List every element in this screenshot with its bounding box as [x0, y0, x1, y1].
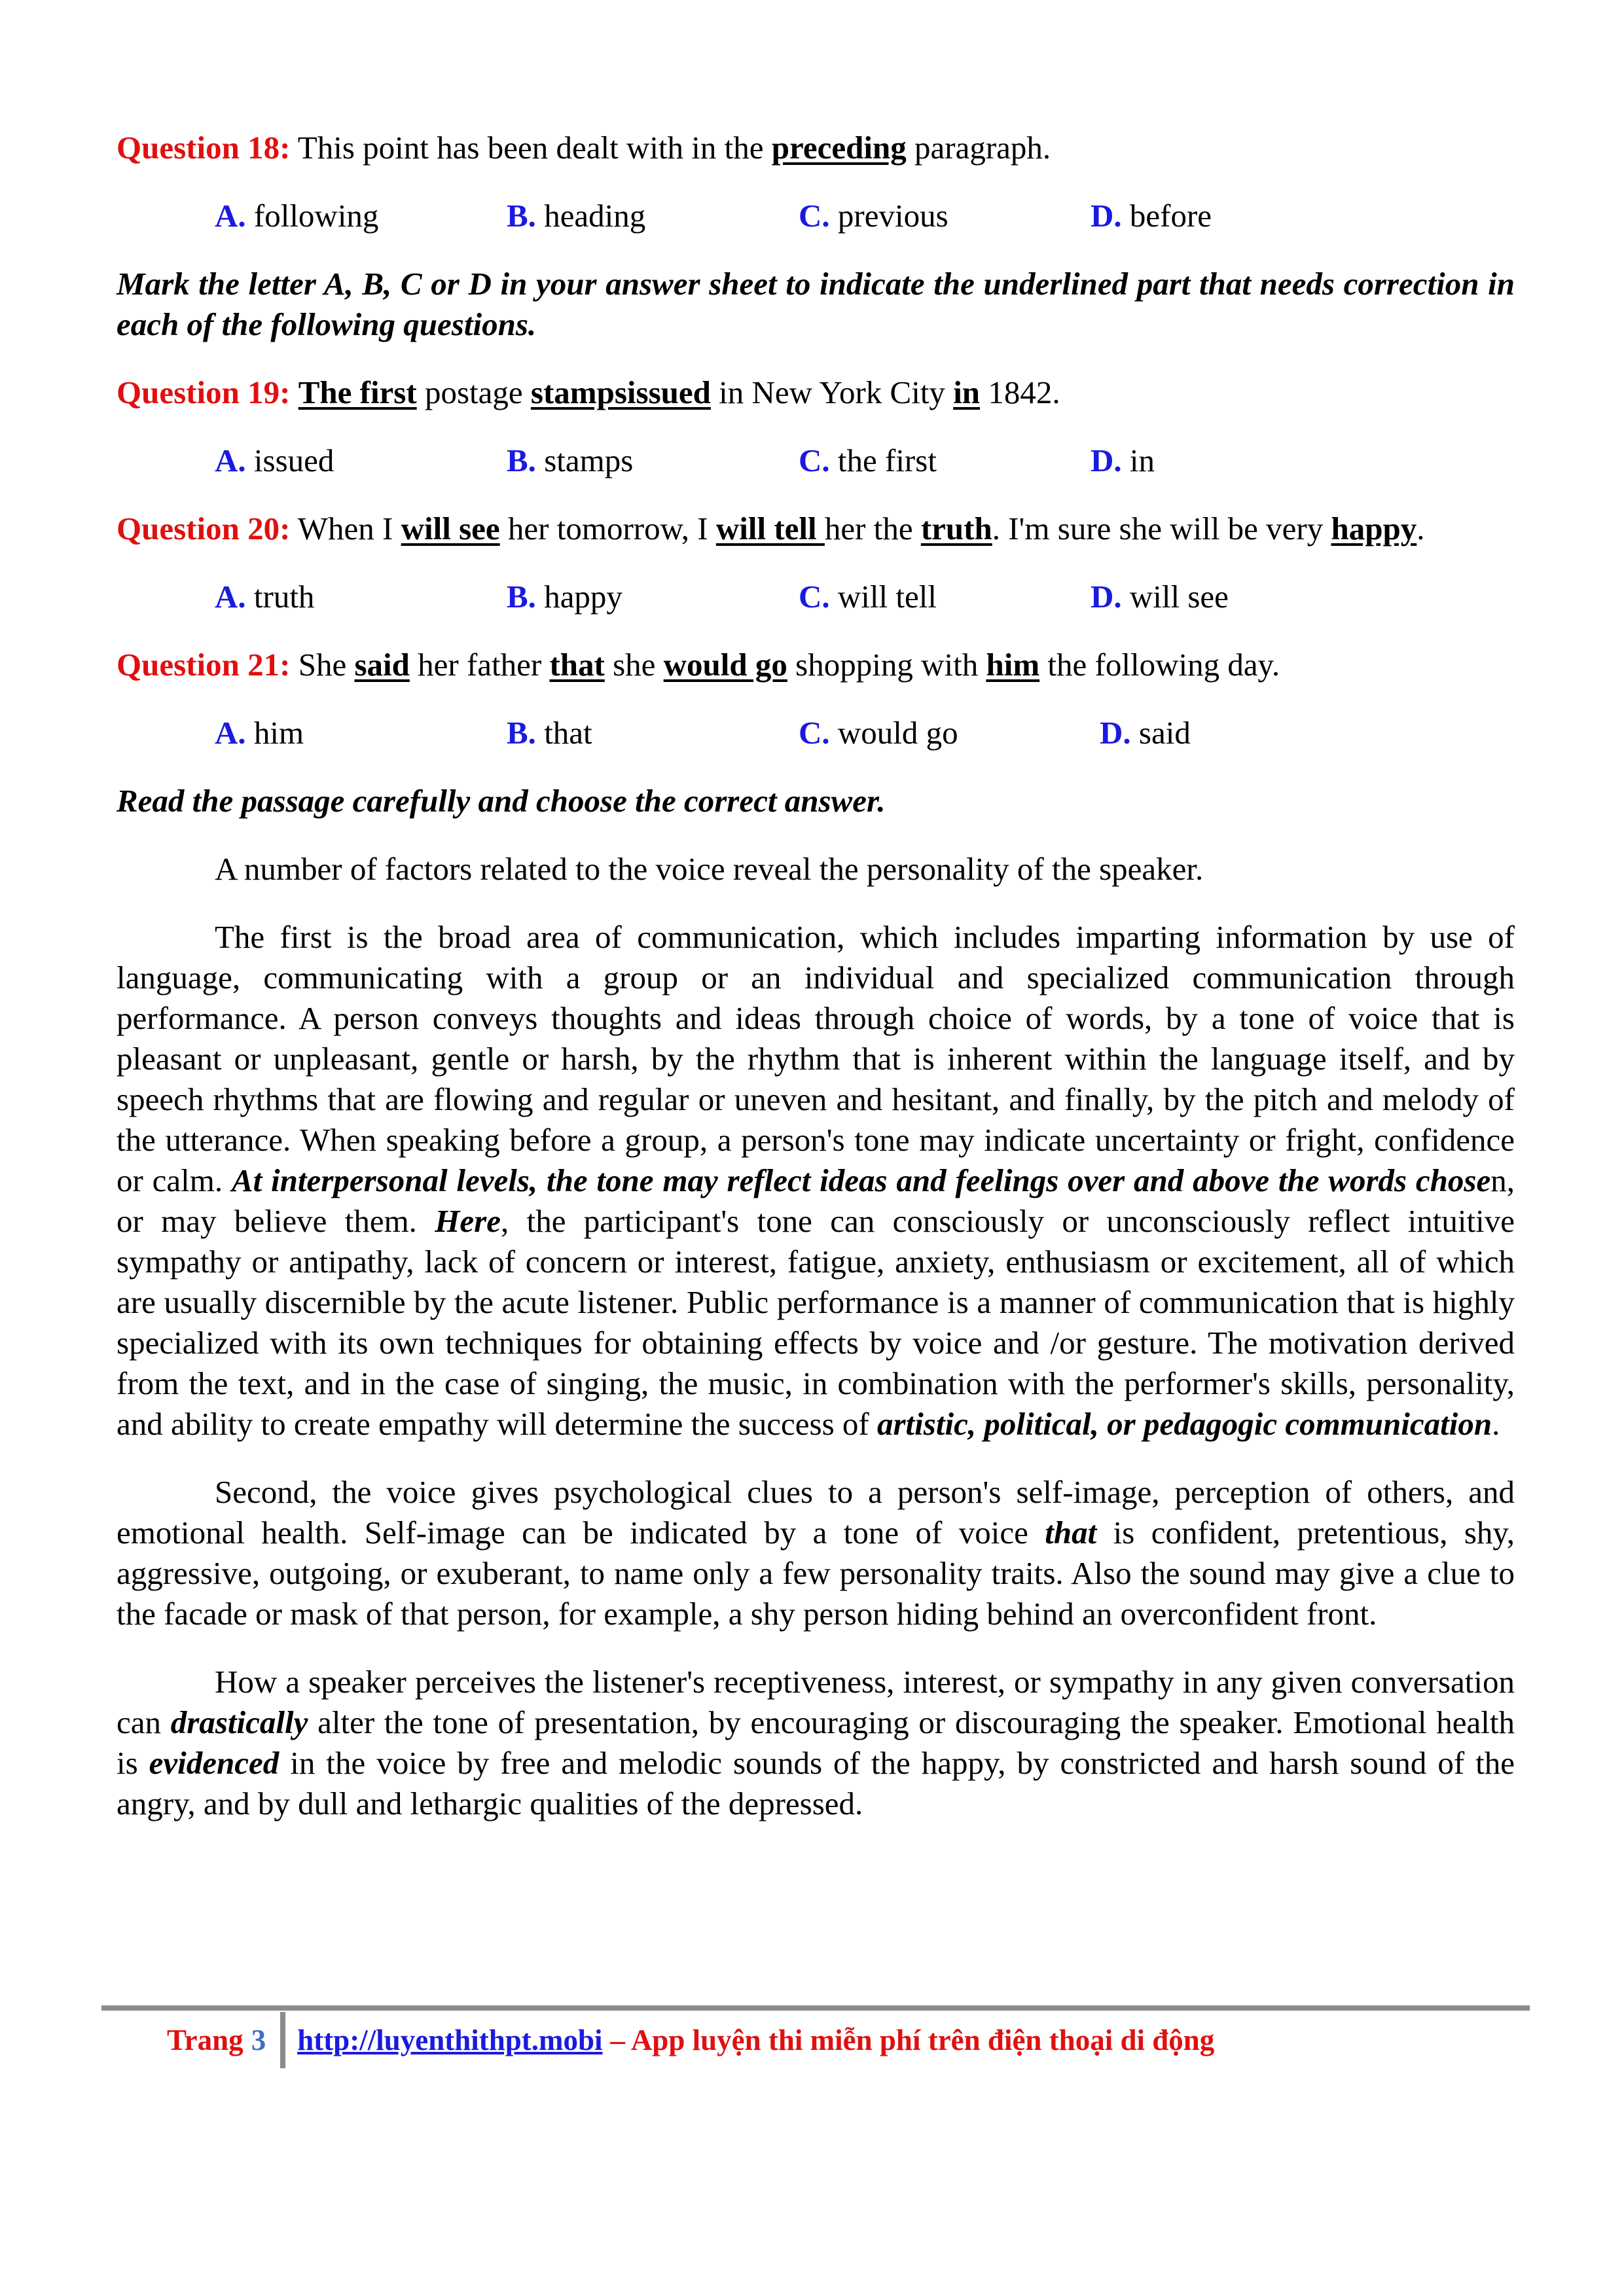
option-letter: C. [799, 198, 830, 234]
passage-text: n, or may believe them. [117, 1162, 1515, 1239]
underlined-word: him [986, 647, 1040, 683]
question-text: This point has been dealt with in the [290, 130, 772, 166]
question-text: in New York City [710, 374, 954, 410]
option-letter: B. [507, 198, 536, 234]
option-a[interactable] [215, 440, 507, 481]
option-letter: A. [215, 715, 246, 751]
options-20 [215, 577, 1515, 617]
option-text: the first [829, 442, 937, 478]
option-letter: D. [1091, 579, 1122, 615]
option-text: will see [1121, 579, 1229, 615]
instruction-correction: Mark the letter A, B, C or D in your answer sheet to indicate the underlined part that needs correction in each of the following questions. [117, 266, 1515, 342]
underlined-word: preceding [771, 130, 907, 166]
option-c[interactable] [799, 577, 1091, 617]
option-letter: A. [215, 442, 246, 478]
option-text: issued [245, 442, 334, 478]
emphasized-word: drastically [170, 1704, 308, 1740]
passage-text: , the participant's tone can consciously or unconsciously reflect intuitive sympathy or antipathy, lack of concern or interest, fatigue, anxiety, enthusiasm or excitement, all of which are usually discernible by the acute listener. Public performance is a manner of communication that is highly specialized with its own techniques for obtaining effects by voice and /or gesture. The motivation derived from the text, and in the case of singing, the music, in combination with the performer's skills, personality, and ability to create empathy will determine the success of [117, 1203, 1515, 1442]
footer-divider [101, 2005, 1530, 2011]
passage-text: in the voice by free and melodic sounds of the happy, by constricted and harsh sound of the angry, and by dull and lethargic qualities of the depressed. [117, 1745, 1515, 1821]
question-label: Question 18: [117, 130, 291, 166]
options-19 [215, 440, 1515, 481]
underlined-word: will see [401, 511, 500, 547]
option-letter: A. [215, 198, 246, 234]
page-number: 3 [251, 2024, 266, 2056]
passage-paragraph-4 [117, 1662, 1515, 1824]
question-text: . I'm sure she will be very [992, 511, 1331, 547]
underlined-word: will tell [715, 511, 825, 547]
option-letter: B. [507, 715, 536, 751]
passage-paragraph-3 [117, 1472, 1515, 1634]
option-b[interactable] [507, 196, 799, 236]
option-text: in [1121, 442, 1155, 478]
emphasized-word: that [1045, 1515, 1097, 1551]
question-21 [117, 645, 1515, 685]
question-19 [117, 372, 1515, 413]
passage-paragraph-1: A number of factors related to the voice reveal the personality of the speaker. [215, 851, 1204, 887]
emphasized-word: evidenced [149, 1745, 280, 1781]
option-text: heading [535, 198, 646, 234]
page-footer [167, 2011, 1214, 2070]
option-text: said [1130, 715, 1191, 751]
option-letter: C. [799, 579, 830, 615]
underlined-word: truth [920, 511, 992, 547]
option-letter: C. [799, 715, 830, 751]
passage-paragraph-2 [117, 917, 1515, 1444]
page-label: Trang [167, 2024, 244, 2056]
option-text: before [1121, 198, 1212, 234]
option-d[interactable] [1091, 196, 1382, 236]
passage-text: . [1492, 1406, 1500, 1442]
question-20 [117, 509, 1515, 549]
option-letter: B. [507, 579, 536, 615]
question-text: she [604, 647, 664, 683]
option-a[interactable] [215, 577, 507, 617]
options-18 [215, 196, 1515, 236]
option-text: previous [829, 198, 948, 234]
option-a[interactable] [215, 196, 507, 236]
option-c[interactable] [799, 440, 1091, 481]
emphasized-phrase: At interpersonal levels, the tone may reflect ideas and feelings over and above the words chose [231, 1162, 1491, 1198]
option-letter: D. [1091, 442, 1122, 478]
question-label: Question 19: [117, 374, 291, 410]
question-text: When I [290, 511, 401, 547]
question-text: her father [409, 647, 550, 683]
option-d[interactable] [1091, 440, 1382, 481]
underlined-word: stampsissued [530, 374, 711, 410]
emphasized-phrase: artistic, political, or pedagogic communication [876, 1406, 1492, 1442]
footer-separator [280, 2012, 285, 2068]
options-21 [215, 713, 1515, 753]
option-b[interactable] [507, 577, 799, 617]
underlined-word: in [953, 374, 981, 410]
underlined-word: happy [1331, 511, 1417, 547]
option-a[interactable] [215, 713, 507, 753]
option-text: stamps [535, 442, 634, 478]
underlined-word: that [549, 647, 605, 683]
option-text: that [535, 715, 592, 751]
option-c[interactable] [799, 713, 1091, 753]
passage-text: alter the tone of presentation, by encouraging or discouraging the speaker. Emotional health is [117, 1704, 1515, 1781]
question-text: paragraph. [906, 130, 1051, 166]
underlined-word: said [354, 647, 410, 683]
question-text: postage [416, 374, 531, 410]
option-letter: D. [1091, 198, 1122, 234]
option-c[interactable] [799, 196, 1091, 236]
question-label: Question 20: [117, 511, 291, 547]
question-text: the following day. [1039, 647, 1280, 683]
website-link[interactable]: http://luyenthithpt.mobi [297, 2024, 603, 2056]
question-18 [117, 128, 1515, 168]
option-text: him [245, 715, 304, 751]
question-label: Question 21: [117, 647, 291, 683]
passage-text: Second, the voice gives psychological clues to a person's self-image, perception of others, and emotional health. Self-image can be indicated by a tone of voice [117, 1474, 1515, 1551]
question-text: 1842. [980, 374, 1060, 410]
document-page [117, 128, 1515, 1852]
passage-text: is confident, pretentious, shy, aggressive, outgoing, or exuberant, to name only a few personality traits. Also the sound may give a clue to the facade or mask of that person, for example, a shy person hiding behind an overconfident front. [117, 1515, 1515, 1632]
question-text: shopping with [787, 647, 986, 683]
question-text: . [1416, 511, 1425, 547]
option-d[interactable] [1091, 577, 1382, 617]
option-letter: C. [799, 442, 830, 478]
option-text: would go [829, 715, 958, 751]
option-letter: B. [507, 442, 536, 478]
passage-text: The first is the broad area of communication, which includes imparting information by use of language, communicating with a group or an individual and specialized communication through performance. A person conveys thoughts and ideas through choice of words, by a tone of voice that is pleasant or unpleasant, gentle or harsh, by the rhythm that is inherent within the language itself, and by speech rhythms that are flowing and regular or uneven and hesitant, and finally, by the pitch and melody of the utterance. When speaking before a group, a person's tone may indicate uncertainty or fright, confidence or calm. [117, 919, 1515, 1198]
option-b[interactable] [507, 713, 799, 753]
option-d[interactable] [1100, 713, 1392, 753]
option-text: following [245, 198, 379, 234]
option-b[interactable] [507, 440, 799, 481]
option-text: happy [535, 579, 623, 615]
question-text: She [290, 647, 355, 683]
passage-text: How a speaker perceives the listener's receptiveness, interest, or sympathy in any given conversation can [117, 1664, 1515, 1740]
underlined-word: The first [298, 374, 417, 410]
option-letter: D. [1100, 715, 1131, 751]
app-promo-text: – App luyện thi miễn phí trên điện thoại di động [610, 2024, 1215, 2056]
option-text: truth [245, 579, 315, 615]
instruction-reading: Read the passage carefully and choose the correct answer. [117, 783, 886, 819]
question-text: her tomorrow, I [499, 511, 716, 547]
question-text [290, 374, 298, 410]
underlined-word: would go [663, 647, 787, 683]
option-letter: A. [215, 579, 246, 615]
emphasized-word: Here [435, 1203, 501, 1239]
question-text: her the [824, 511, 921, 547]
option-text: will tell [829, 579, 937, 615]
